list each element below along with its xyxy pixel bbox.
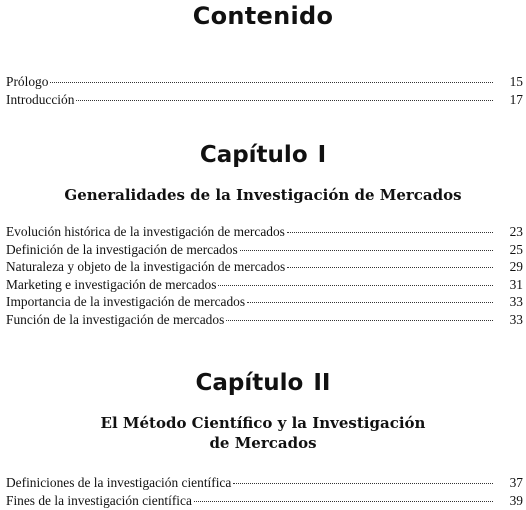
toc-entry[interactable] [6, 277, 523, 295]
toc-entry[interactable] [6, 294, 523, 312]
dot-leader [76, 100, 493, 101]
toc-entry[interactable] [6, 312, 523, 330]
dot-leader [287, 232, 493, 233]
toc-entry-title: Introducción [6, 91, 75, 107]
toc-entry-page: 37 [509, 475, 523, 490]
toc-entry-title: Evolución histórica de la investigación de mercados [6, 224, 285, 239]
toc-entry[interactable] [6, 92, 523, 110]
dot-leader [287, 267, 493, 268]
page-title: Contenido [192, 2, 334, 30]
toc-entry-page: 17 [509, 91, 523, 107]
toc-entry-page: 23 [509, 224, 523, 239]
dot-leader [226, 320, 493, 321]
toc-entry-page: 39 [509, 492, 523, 508]
toc-entry-page: 33 [509, 311, 523, 327]
toc-entry[interactable] [6, 259, 523, 277]
toc-entry-page: 15 [509, 74, 523, 89]
dot-leader [218, 285, 493, 286]
chapter-2-subtitle-line: de Mercados [209, 434, 317, 452]
chapter-2-subtitle-line: El Método Científico y la Investigación [100, 414, 426, 432]
chapter-2-subtitle [0, 413, 526, 453]
toc-entry[interactable] [6, 475, 523, 493]
toc-entry-page: 29 [509, 259, 523, 275]
toc-entry[interactable] [6, 242, 523, 260]
toc-entry[interactable] [6, 224, 523, 242]
chapter-1-subtitle [0, 185, 526, 205]
toc-entry-title: Marketing e investigación de mercados [6, 276, 217, 292]
toc-entry-title: Función de la investigación de mercados [6, 311, 225, 327]
toc-entry-title: Naturaleza y objeto de la investigación de mercados [6, 259, 286, 275]
toc-entry-page: 25 [509, 241, 523, 257]
toc-entry-title: Fines de la investigación científica [6, 492, 192, 508]
toc-entry-title: Prólogo [6, 74, 49, 89]
chapter-1-entries [6, 224, 523, 330]
dot-leader [194, 501, 493, 502]
chapter-1-subtitle-line: Generalidades de la Investigación de Mercados [64, 186, 462, 204]
toc-entry[interactable] [6, 493, 523, 510]
dot-leader [240, 250, 493, 251]
dot-leader [247, 302, 493, 303]
dot-leader [50, 82, 493, 83]
toc-entry[interactable] [6, 74, 523, 92]
toc-entry-title: Definiciones de la investigación científica [6, 475, 232, 490]
toc-entry-page: 33 [509, 294, 523, 310]
chapter-1-heading: Capítulo I [199, 142, 327, 168]
dot-leader [233, 483, 493, 484]
toc-entry-title: Importancia de la investigación de mercados [6, 294, 246, 310]
toc-entry-title: Definición de la investigación de mercados [6, 241, 238, 257]
chapter-2-entries [6, 475, 523, 510]
front-matter-list [6, 74, 523, 109]
chapter-2-heading: Capítulo II [195, 370, 331, 396]
toc-entry-page: 31 [509, 276, 523, 292]
